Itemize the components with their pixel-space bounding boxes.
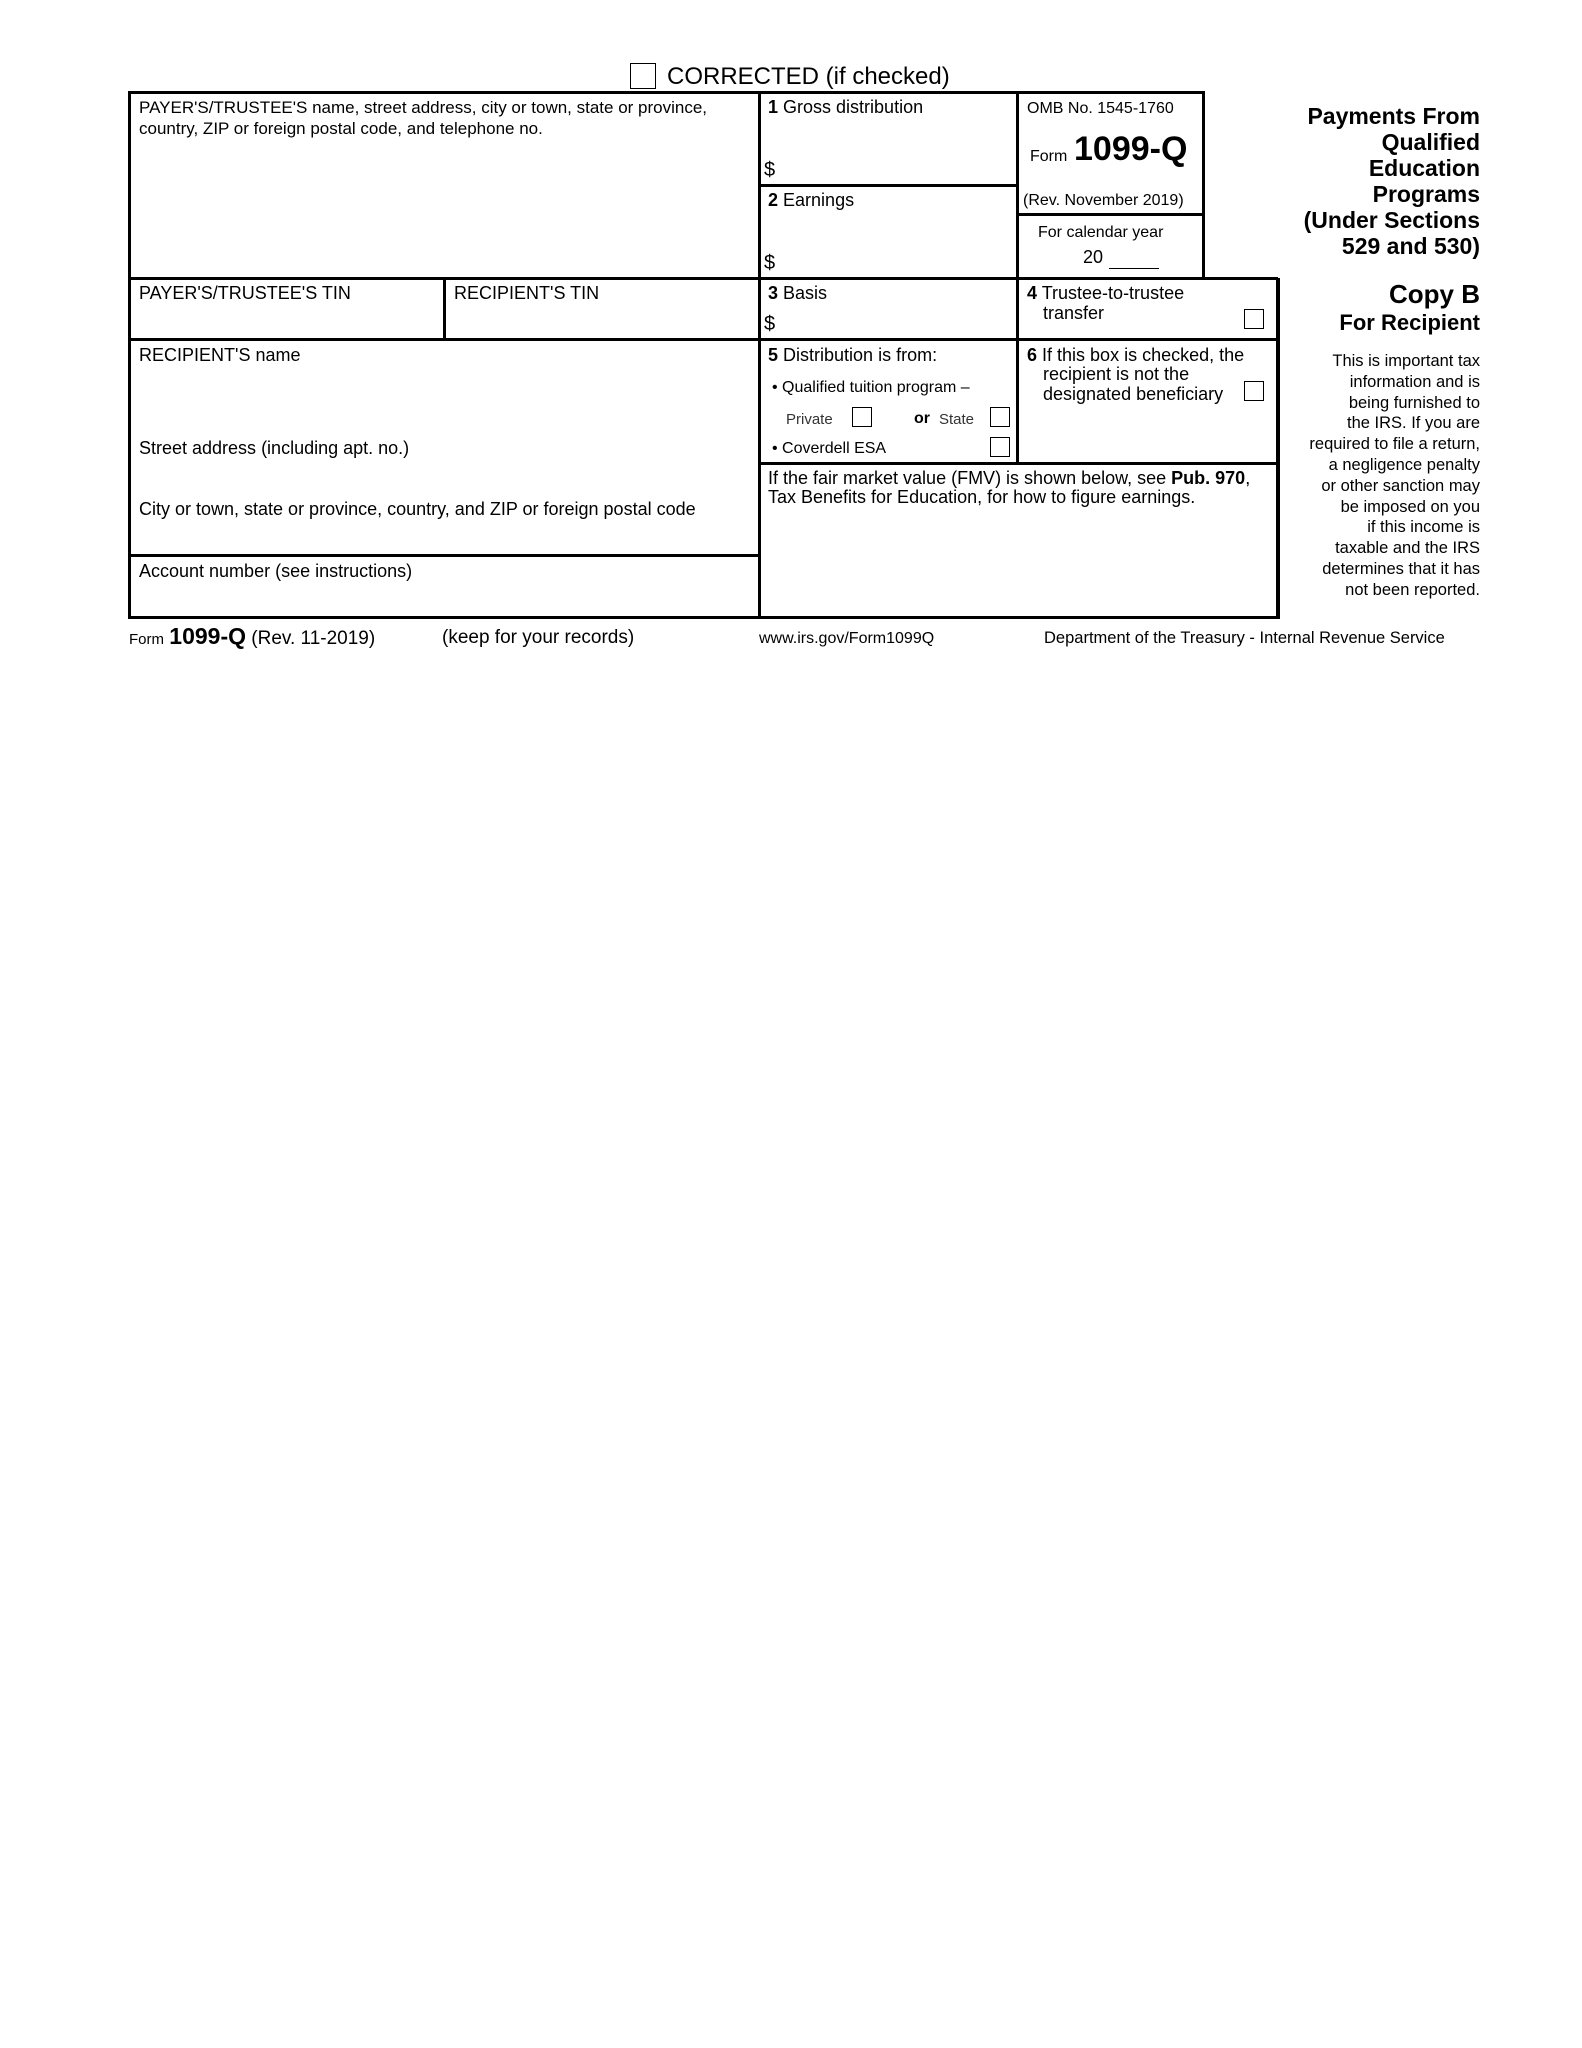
tin-divider [443, 278, 446, 340]
col-divider-1 [758, 91, 761, 619]
form-top-border [128, 91, 1204, 94]
copy-notice: This is important tax information and is being furnished to the IRS. If you are required to file a return, a negligence penalty or other sanction may be imposed on you if this income is taxable and the IRS determines that it has not been reported. [1309, 352, 1480, 599]
box6-label-1: 6 If this box is checked, the [1027, 345, 1245, 365]
box5-state-checkbox[interactable] [990, 407, 1010, 427]
omb-right-border [1202, 91, 1205, 280]
box2-dollar-sign: $ [764, 252, 776, 274]
fmv-note-line2: Tax Benefits for Education, for how to figure earnings. [768, 487, 1196, 507]
box4-label-1: 4 Trustee-to-trustee [1027, 283, 1185, 303]
row-divider-tin [128, 277, 1278, 280]
fmv-note-line1: If the fair market value (FMV) is shown below, see Pub. 970, [768, 468, 1251, 488]
omb-form-number: 1099-Q [1074, 130, 1188, 168]
recipient-street-field[interactable] [133, 460, 755, 496]
payer-tin-label: PAYER'S/TRUSTEE'S TIN [139, 283, 351, 303]
box3-dollar-sign: $ [764, 313, 776, 335]
box1-box2-divider [759, 184, 1017, 187]
footer-url: www.irs.gov/Form1099Q [759, 630, 935, 647]
omb-number: OMB No. 1545-1760 [1027, 100, 1174, 117]
account-number-field[interactable] [133, 583, 755, 613]
box1-dollar-sign: $ [764, 159, 776, 181]
omb-revision: (Rev. November 2019) [1023, 192, 1184, 209]
box5-qtp-label: • Qualified tuition program – [772, 379, 970, 396]
row-divider-name [128, 338, 1278, 341]
box2-earnings-field[interactable] [782, 212, 1012, 274]
calendar-year-prefix: 20 [1083, 247, 1104, 267]
form-bottom-border [128, 616, 1280, 619]
footer-form-id: Form 1099-Q (Rev. 11-2019) [129, 623, 376, 649]
payer-name-label-2: country, ZIP or foreign postal code, and telephone no. [139, 119, 543, 138]
box5-private-checkbox[interactable] [852, 407, 872, 427]
form-left-border [128, 91, 131, 619]
calendar-year-field[interactable] [1109, 248, 1159, 269]
recipient-street-label: Street address (including apt. no.) [139, 438, 410, 458]
box5-esa-label: • Coverdell ESA [772, 440, 887, 457]
footer-keep: (keep for your records) [442, 627, 635, 648]
omb-form-word: Form [1030, 148, 1068, 165]
form-title: Payments From Qualified Education Programs (Under Sections 529 and 530) [1303, 103, 1480, 259]
box1-label: 1 Gross distribution [768, 97, 924, 117]
recipient-name-label: RECIPIENT'S name [139, 345, 301, 365]
box4-label-2: transfer [1043, 303, 1105, 323]
box5-esa-checkbox[interactable] [990, 437, 1010, 457]
copy-subtitle: For Recipient [1339, 310, 1480, 335]
calendar-year-label: For calendar year [1038, 224, 1164, 241]
account-number-label: Account number (see instructions) [139, 561, 413, 581]
recipient-tin-label: RECIPIENT'S TIN [454, 283, 600, 303]
box6-label-2: recipient is not the [1043, 364, 1190, 384]
footer-department: Department of the Treasury - Internal Revenue Service [1044, 629, 1445, 647]
recipient-name-field[interactable] [133, 368, 755, 432]
box5-state-label: State [939, 411, 975, 428]
fmv-divider [759, 462, 1277, 465]
recipient-city-label: City or town, state or province, country, and ZIP or foreign postal code [139, 499, 696, 519]
box5-or-label: or [914, 410, 930, 427]
box3-basis-field[interactable] [782, 306, 1012, 336]
box2-label: 2 Earnings [768, 190, 855, 210]
payer-name-label-1: PAYER'S/TRUSTEE'S name, street address, city or town, state or province, [139, 98, 708, 117]
account-divider [128, 554, 760, 557]
fmv-field[interactable] [764, 512, 1272, 612]
recipient-tin-field[interactable] [450, 306, 755, 336]
corrected-checkbox[interactable] [630, 63, 656, 89]
payer-tin-field[interactable] [133, 306, 438, 336]
copy-left-border [1276, 278, 1279, 619]
box6-beneficiary-checkbox[interactable] [1244, 381, 1264, 401]
box1-gross-distribution-field[interactable] [782, 120, 1012, 180]
payer-name-field[interactable] [133, 142, 755, 274]
box3-label: 3 Basis [768, 283, 828, 303]
box4-trustee-transfer-checkbox[interactable] [1244, 309, 1264, 329]
recipient-city-field[interactable] [133, 521, 755, 551]
corrected-label: CORRECTED (if checked) [667, 63, 950, 90]
copy-title: Copy B [1389, 279, 1480, 309]
omb-divider [1017, 213, 1204, 216]
box6-label-3: designated beneficiary [1043, 384, 1224, 404]
box5-label: 5 Distribution is from: [768, 345, 938, 365]
box5-private-label: Private [786, 411, 833, 428]
